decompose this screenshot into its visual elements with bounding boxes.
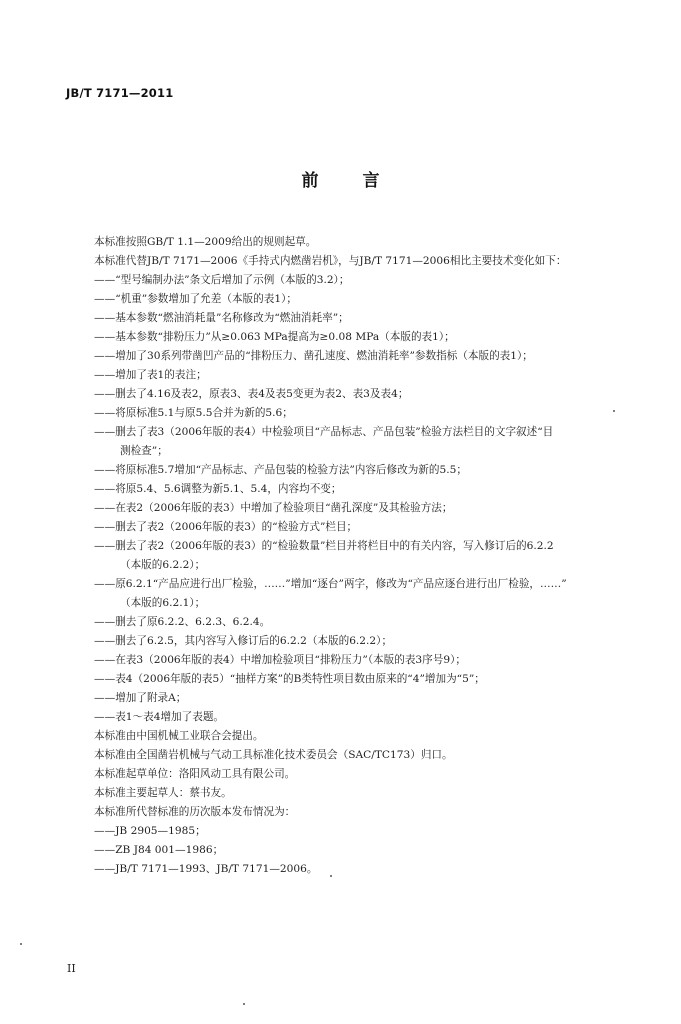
change-item: ——在表3（2006年版的表4）中增加检验项目“排粉压力”（本版的表3序号9）； — [94, 654, 466, 666]
change-item: ——表1～表4增加了表题。 — [94, 711, 225, 723]
change-item: ——在表2（2006年版的表3）中增加了检验项目“凿孔深度”及其检验方法； — [94, 502, 453, 514]
change-item-continuation: （本版的6.2.2）； — [120, 559, 206, 571]
foreword-line: 本标准代替JB/T 7171—2006《手持式内燃凿岩机》，与JB/T 7171—2006相比主要技术变化如下： — [94, 255, 567, 267]
history-item: ——ZB J84 001—1986； — [94, 844, 224, 856]
foreword-line: 本标准按照GB/T 1.1—2009给出的规则起草。 — [94, 236, 317, 248]
change-item: ——增加了附录A； — [94, 692, 187, 704]
change-item: ——将原标准5.7增加“产品标志、产品包装的检验方法”内容后修改为新的5.5； — [94, 464, 467, 476]
change-item: ——删去了表2（2006年版的表3）的“检验方式”栏目； — [94, 521, 358, 533]
change-item: ——基本参数“燃油消耗量”名称修改为“燃油消耗率”； — [94, 312, 349, 324]
scan-speck — [243, 1003, 245, 1005]
change-item: ——将原5.4、5.6调整为新5.1、5.4，内容均不变； — [94, 483, 342, 495]
change-item: ——原6.2.1“产品应进行出厂检验，……”增加“逐台”两字，修改为“产品应逐台进行出厂检验，……” — [94, 578, 567, 590]
scan-speck — [20, 943, 22, 945]
title-char-1: 前 — [301, 171, 319, 191]
change-item: ——增加了30系列带凿凹产品的“排粉压力、凿孔速度、燃油消耗率”参数指标（本版的表1）； — [94, 350, 533, 362]
scan-speck — [613, 410, 615, 412]
change-item: ——表4（2006年版的表5）“抽样方案”的B类特性项目数由原来的“4”增加为“5”； — [94, 673, 485, 685]
page-title — [0, 166, 681, 191]
change-item-continuation: （本版的6.2.1）； — [120, 597, 206, 609]
change-item: ——将原标准5.1与原5.5合并为新的5.6； — [94, 407, 293, 419]
history-item: ——JB 2905—1985； — [94, 825, 206, 837]
history-item: ——JB/T 7171—1993、JB/T 7171—2006。 — [94, 863, 318, 875]
change-item: ——删去了4.16及表2，原表3、表4及表5变更为表2、表3及表4； — [94, 388, 409, 400]
change-item: ——删去了表2（2006年版的表3）的“检验数量”栏目并将栏目中的有关内容，写入修订后的6.2.2 — [94, 540, 554, 552]
change-item-continuation: 测检查”； — [120, 445, 168, 457]
change-item: ——“型号编制办法”条文后增加了示例（本版的3.2）； — [94, 274, 350, 286]
change-item: ——增加了表1的表注； — [94, 369, 207, 381]
title-char-2: 言 — [362, 171, 380, 191]
foreword-line: 本标准主要起草人：蔡书友。 — [94, 787, 232, 799]
foreword-line: 本标准起草单位：洛阳风动工具有限公司。 — [94, 768, 296, 780]
change-item: ——基本参数“排粉压力”从≥0.063 MPa提高为≥0.08 MPa（本版的表1）； — [94, 331, 455, 343]
scan-speck — [330, 875, 332, 877]
change-item: ——删去了表3（2006年版的表4）中检验项目“产品标志、产品包装”检验方法栏目的文字叙述“目 — [94, 426, 554, 438]
document-code: JB/T 7171—2011 — [66, 86, 174, 100]
foreword-body — [94, 233, 654, 879]
change-item: ——“机重”参数增加了允差（本版的表1）； — [94, 293, 297, 305]
change-item: ——删去了原6.2.2、6.2.3、6.2.4。 — [94, 616, 271, 628]
foreword-line: 本标准由全国凿岩机械与气动工具标准化技术委员会（SAC/TC173）归口。 — [94, 749, 453, 761]
change-item: ——删去了6.2.5，其内容写入修订后的6.2.2（本版的6.2.2）； — [94, 635, 393, 647]
foreword-line: 本标准所代替标准的历次版本发布情况为： — [94, 806, 296, 818]
foreword-line: 本标准由中国机械工业联合会提出。 — [94, 730, 264, 742]
page-number: II — [67, 962, 76, 975]
